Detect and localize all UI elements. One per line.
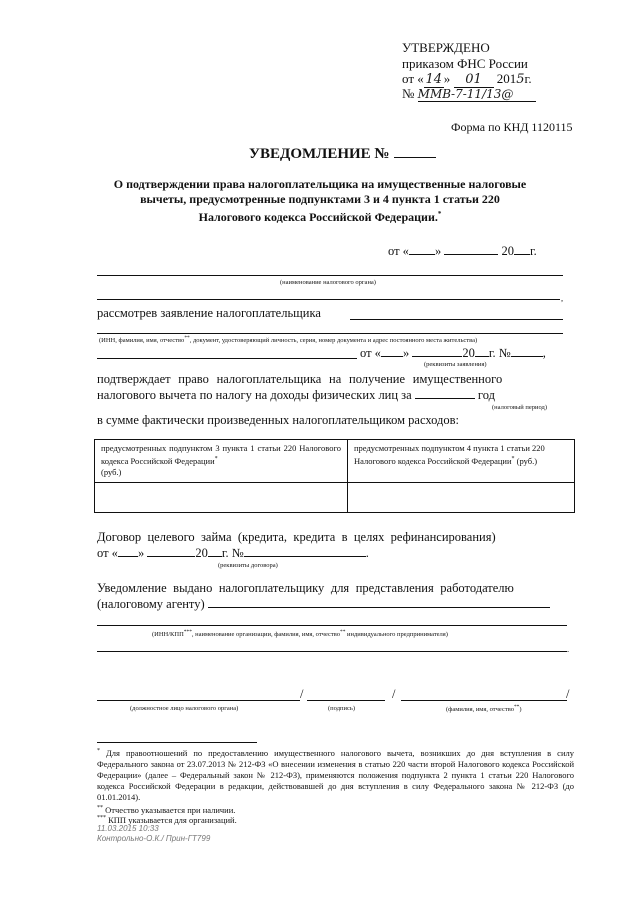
table-header-sub3: предусмотренных подпунктом 3 пункта 1 статьи 220 Налогового кодекса Российской Федерации* (руб.) [95,440,348,483]
footnote-divider [97,742,257,743]
employer-field-2[interactable] [97,625,567,626]
employer-caption: (ИНН/КПП***, наименование организации, фамилия, имя, отчество** индивидуального предпринимателя) [152,629,448,639]
table-header-sub4: предусмотренных подпунктом 4 пункта 1 статьи 220 Налогового кодекса Российской Федерации* (руб.) [348,440,575,483]
print-stamp-time: 11.03.2015 10:33 [97,824,159,833]
tax-period-field[interactable] [415,398,475,399]
notice-date: от « » 20 г. [388,244,537,258]
approval-month-hand: 01 [454,72,494,88]
inn-caption: (ИНН, фамилия, имя, отчество**, документ, удостоверяющий личность, серия, номер документа и адрес постоянного места жительства) [99,335,478,345]
contract-caption: (реквизиты договора) [218,562,278,569]
official-position-field[interactable] [97,700,300,701]
table-cell-sub4-value[interactable] [348,483,575,513]
signature-field[interactable] [307,700,385,701]
issued-line-2: (налоговому агенту) [97,597,550,612]
approval-title: УТВЕРЖДЕНО [402,40,490,55]
approval-date: от « 14 » 01 2015г. [402,71,532,87]
table-cell-sub3-value[interactable] [95,483,348,513]
employer-field[interactable] [208,607,550,608]
form-code: Форма по КНД 1120115 [451,120,573,134]
tax-authority-caption: (наименование налогового органа) [280,279,376,286]
tax-authority-line[interactable] [97,275,563,276]
footnote-2: ** Отчество указывается при наличии. [97,804,236,815]
page-title: УВЕДОМЛЕНИЕ № [249,146,436,163]
taxpayer-field[interactable] [350,319,563,320]
tax-period-caption: (налоговый период) [492,404,547,411]
approval-day-hand: 14 [425,72,443,87]
print-stamp-operator: Контрольно-О.К./ Прин-ГТ799 [97,834,211,843]
full-name-caption: (фамилия, имя, отчество**) [446,704,522,714]
loan-number-field[interactable] [244,556,366,557]
application-date: от « » 20 г. № , [360,346,546,360]
footnote-1: * Для правоотношений по предоставлению имущественного налогового вычета, возникших до дня вступления в силу Федерального закона от 23.07.2013 № 212-ФЗ «О внесении изменения в статью 220 части второй Налогового кодекса Российской Федерации» (далее – Федеральный закон № 212-ФЗ), применяются положения подпункта 2 пункта 1 статьи 220 Налогового кодекса Российской Федерации в редакции, действовавшей до дня вступления в силу Федерального закона № 212-ФЗ (до 01.01.2014). [97,747,574,802]
official-position-caption: (должностное лицо налогового органа) [130,705,239,712]
issued-line-1: Уведомление выдано налогоплательщику для представления работодателю [97,581,514,595]
loan-line-1: Договор целевого займа (кредита, кредита в целях рефинансирования) [97,530,496,544]
confirm-line-2: налогового вычета по налогу на доходы физических лиц за год [97,388,495,402]
loan-date: от « » 20 г. № . [97,546,369,560]
approval-number-hand: ММВ-7-11/13@ [418,87,536,102]
subtitle: О подтверждении права налогоплательщика на имущественные налоговые вычеты, предусмотренные подпунктами 3 и 4 пункта 1 статьи 220 Налогового кодекса Российской Федерации.* [113,177,527,224]
taxpayer-field-3[interactable] [97,358,357,359]
approval-order-line: приказом ФНС России [402,56,528,71]
confirm-line-3: в сумме фактически произведенных налогоплательщиком расходов: [97,413,459,427]
tax-authority-line-2[interactable] [97,299,560,300]
application-caption: (реквизиты заявления) [424,361,487,368]
employer-field-3[interactable] [97,651,567,652]
reviewed-label: рассмотрев заявление налогоплательщика [97,306,321,320]
taxpayer-field-2[interactable] [97,333,563,334]
deduction-table [94,439,575,513]
confirm-line-1: подтверждает право налогоплательщика на получение имущественного [97,372,503,386]
footnote-3: *** КПП указывается для организаций. [97,814,237,825]
full-name-field[interactable] [401,700,567,701]
signature-caption: (подпись) [328,705,355,712]
approval-number: № ММВ-7-11/13@ [402,86,536,102]
